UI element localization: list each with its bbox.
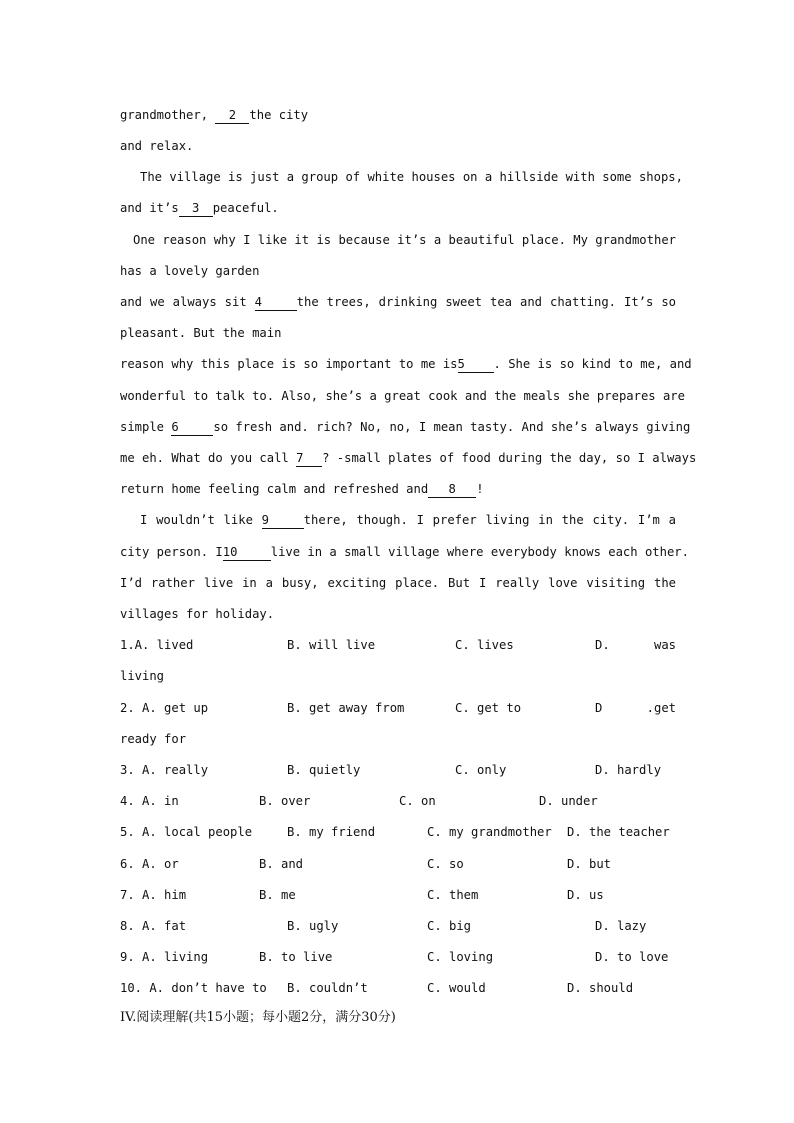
option-d-label[interactable]: D (595, 701, 603, 715)
option-d[interactable]: D. to love (595, 950, 669, 964)
passage-line-6: has a lovely garden (120, 264, 260, 278)
option-a[interactable]: 2. A. get up (120, 701, 209, 715)
passage-line-12 (120, 448, 697, 468)
blank-3[interactable]: 3 (179, 201, 213, 217)
passage-line-13 (120, 479, 676, 499)
option-row-5 (120, 822, 676, 842)
text: there, though. I prefer living in the city. I’m a (303, 513, 676, 527)
blank-6[interactable]: 6 (171, 420, 213, 436)
option-row-9 (120, 947, 676, 967)
option-b[interactable]: B. over (259, 794, 311, 808)
option-d[interactable]: D. the teacher (567, 825, 670, 839)
text: peaceful. (212, 201, 279, 215)
text: . She is so kind to me, and (493, 357, 692, 371)
passage-line-15 (120, 542, 689, 562)
option-d[interactable]: D. us (567, 888, 604, 902)
option-row-7 (120, 885, 676, 905)
passage-line-7 (120, 292, 676, 312)
text: and we always sit (120, 295, 255, 309)
passage-line-8: pleasant. But the main (120, 326, 282, 340)
passage-line-4 (120, 198, 676, 218)
option-c[interactable]: C. would (427, 981, 486, 995)
blank-8[interactable]: 8 (428, 482, 476, 498)
option-c[interactable]: C. them (427, 888, 479, 902)
option-c[interactable]: C. get to (455, 701, 522, 715)
option-d-label[interactable]: D. (595, 638, 610, 652)
passage-line-16: I’d rather live in a busy, exciting place. But I really love visiting the (120, 576, 676, 590)
option-row-4 (120, 791, 676, 811)
text: ! (476, 482, 484, 496)
option-d[interactable]: D. should (567, 981, 634, 995)
passage-line-14 (140, 510, 676, 530)
option-row-8 (120, 916, 676, 936)
text: me eh. What do you call (120, 451, 297, 465)
option-b[interactable]: B. my friend (287, 825, 376, 839)
option-b[interactable]: B. get away from (287, 701, 405, 715)
option-c[interactable]: C. loving (427, 950, 494, 964)
text: return home feeling calm and refreshed and (120, 482, 429, 496)
option-d-text[interactable]: was (653, 638, 676, 652)
text: and it’s (120, 201, 179, 215)
option-d[interactable]: D. hardly (595, 763, 662, 777)
text: I wouldn’t like (140, 513, 262, 527)
option-row-10 (120, 978, 676, 998)
option-row-1 (120, 635, 676, 655)
option-b[interactable]: B. quietly (287, 763, 361, 777)
option-a[interactable]: 9. A. living (120, 950, 209, 964)
section-heading: IV.阅读理解(共15小题；每小题2分，满分30分) (120, 1010, 396, 1025)
option-a[interactable]: 6. A. or (120, 857, 179, 871)
text: simple (120, 420, 172, 434)
text: the city (249, 108, 309, 122)
option-row-6 (120, 854, 676, 874)
text: so fresh and. rich? No, no, I mean tasty. And she’s always giving (213, 420, 691, 434)
option-b[interactable]: B. will live (287, 638, 376, 652)
blank-5[interactable]: 5 (458, 357, 494, 373)
option-a[interactable]: 4. A. in (120, 794, 179, 808)
option-row-1-wrap: living (120, 669, 165, 683)
option-c[interactable]: C. my grandmother (427, 825, 552, 839)
text: ? -small plates of food during the day, so I always (322, 451, 697, 465)
option-c[interactable]: C. lives (455, 638, 514, 652)
option-c[interactable]: C. only (455, 763, 507, 777)
passage-line-9 (120, 354, 692, 374)
option-d[interactable]: D. but (567, 857, 612, 871)
option-row-3 (120, 760, 676, 780)
blank-7[interactable]: 7 (296, 451, 322, 467)
passage-line-17: villages for holiday. (120, 607, 275, 621)
passage-line-5: One reason why I like it is because it’s a beautiful place. My grandmother (133, 233, 676, 247)
blank-9[interactable]: 9 (262, 513, 304, 529)
blank-4[interactable]: 4 (255, 295, 297, 311)
passage-line-1 (120, 105, 676, 125)
option-row-2-wrap: ready for (120, 732, 187, 746)
blank-10[interactable]: 10 (223, 545, 271, 561)
option-c[interactable]: C. so (427, 857, 464, 871)
option-row-2 (120, 698, 676, 718)
option-d[interactable]: D. under (539, 794, 598, 808)
passage-line-3: The village is just a group of white houses on a hillside with some shops, (140, 170, 683, 184)
option-c[interactable]: C. on (399, 794, 436, 808)
text: city person. I (120, 545, 223, 559)
option-b[interactable]: B. to live (259, 950, 333, 964)
option-a[interactable]: 3. A. really (120, 763, 209, 777)
text: reason why this place is so important to me is (120, 357, 458, 371)
text: live in a small village where everybody knows each other. (270, 545, 689, 559)
passage-line-11 (120, 417, 691, 437)
option-a[interactable]: 10. A. don’t have to (120, 981, 267, 995)
passage-line-2: and relax. (120, 139, 194, 153)
option-b[interactable]: B. and (259, 857, 304, 871)
option-a[interactable]: 8. A. fat (120, 919, 187, 933)
option-b[interactable]: B. ugly (287, 919, 339, 933)
option-a[interactable]: 5. A. local people (120, 825, 253, 839)
blank-2[interactable]: 2 (215, 108, 249, 124)
option-b[interactable]: B. me (259, 888, 296, 902)
option-a[interactable]: 7. A. him (120, 888, 187, 902)
passage-line-10: wonderful to talk to. Also, she’s a great cook and the meals she prepares are (120, 389, 685, 403)
option-d[interactable]: D. lazy (595, 919, 647, 933)
option-a[interactable]: 1.A. lived (120, 638, 194, 652)
option-c[interactable]: C. big (427, 919, 472, 933)
option-d-text[interactable]: .get (646, 701, 676, 715)
text: the trees, drinking sweet tea and chatting. It’s so (296, 295, 677, 309)
text: grandmother, (120, 108, 216, 122)
option-b[interactable]: B. couldn’t (287, 981, 368, 995)
